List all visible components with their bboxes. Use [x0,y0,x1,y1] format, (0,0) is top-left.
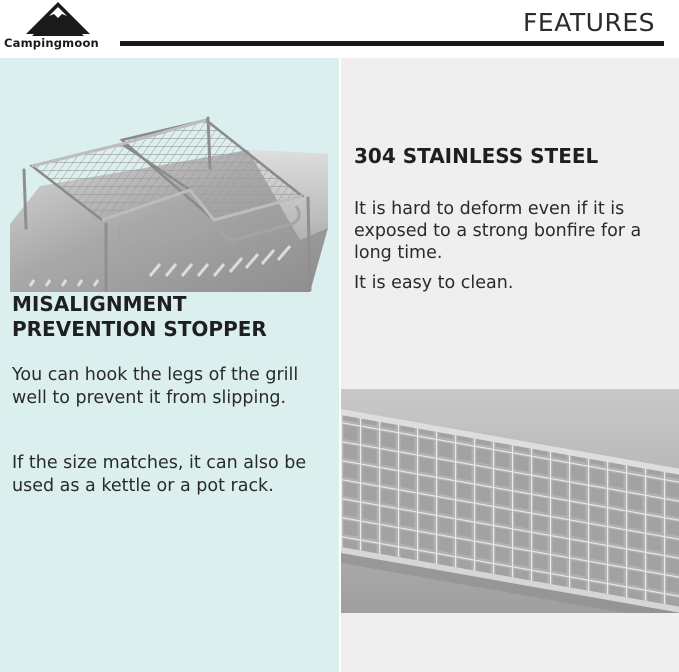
steel-paragraph-1: It is hard to deform even if it is exposed to a strong bonfire for a long time. [354,199,642,263]
steel-heading: 304 STAINLESS STEEL [354,144,599,168]
mountain-logo-icon [26,2,90,36]
page-title: FEATURES [523,8,655,37]
stopper-heading: MISALIGNMENT PREVENTION STOPPER [12,292,267,341]
header-divider [120,41,664,46]
stopper-paragraph-1: You can hook the legs of the grill well to prevent it from slipping. [12,365,299,408]
brand-logo[interactable] [4,2,116,54]
mesh-closeup-image [341,389,679,613]
brand-name: Campingmoon [4,36,99,50]
grill-product-image [10,58,328,294]
right-feature-panel [341,58,679,672]
stopper-paragraph-2: If the size matches, it can also be used as a kettle or a pot rack. [12,453,307,496]
steel-paragraph-2: It is easy to clean. [354,273,514,293]
page-header [0,0,679,58]
